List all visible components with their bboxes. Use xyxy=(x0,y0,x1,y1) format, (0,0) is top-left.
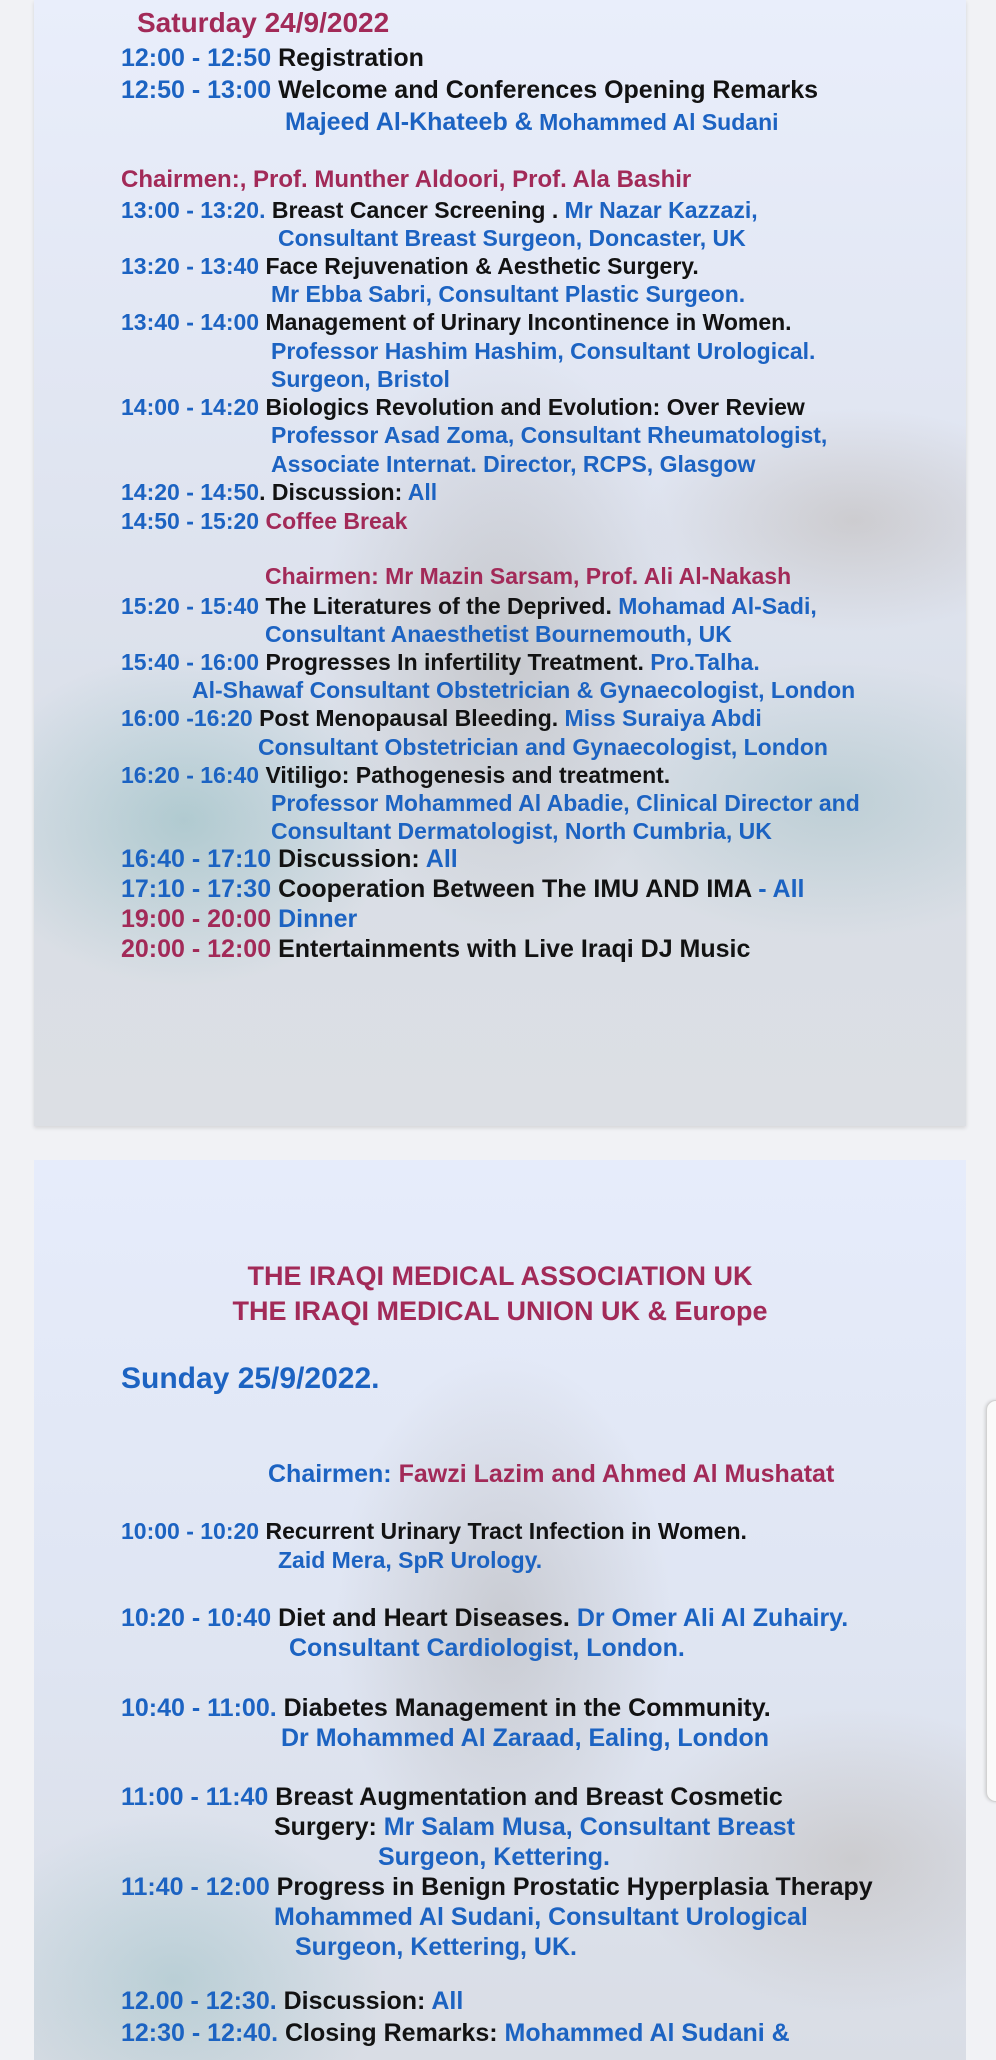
row-time: 11:00 - 11:40 xyxy=(121,1783,269,1811)
schedule-row xyxy=(121,1873,873,1901)
schedule-row xyxy=(121,1517,747,1545)
row-speaker-detail: Surgeon, Bristol xyxy=(271,366,450,392)
row-time: 14:00 - 14:20 xyxy=(121,394,260,420)
row-time: 10:20 - 10:40 xyxy=(121,1604,272,1632)
row-speaker: Dr Mohammed Al Zaraad, Ealing, London xyxy=(281,1724,770,1752)
row-title: Post Menopausal Bleeding. xyxy=(259,705,559,731)
row-speaker-detail: Consultant Anaesthetist Bournemouth, UK xyxy=(265,621,732,647)
org-title-union: THE IRAQI MEDICAL UNION UK & Europe xyxy=(232,1296,768,1326)
chairmen-names: Fawzi Lazim and Ahmed Al Mushatat xyxy=(398,1460,835,1488)
row-time: 12.00 - 12:30. xyxy=(121,1987,277,2015)
org-title-association: THE IRAQI MEDICAL ASSOCIATION UK xyxy=(247,1261,753,1291)
row-time: 13:20 - 13:40 xyxy=(121,253,260,279)
speaker-name: Majeed Al-Khateeb & xyxy=(285,108,533,136)
row-title: Diet and Heart Diseases. xyxy=(278,1604,570,1632)
sunday-date: Sunday 25/9/2022. xyxy=(121,1362,380,1395)
schedule-row xyxy=(121,592,817,620)
row-title: Surgery: xyxy=(274,1813,377,1841)
row-speaker-detail: Consultant Dermatologist, North Cumbria, UK xyxy=(271,818,772,844)
schedule-row xyxy=(121,507,407,535)
row-speaker: Pro.Talha. xyxy=(650,649,760,675)
row-separator: . xyxy=(259,479,266,505)
schedule-row xyxy=(121,875,804,903)
scroll-handle[interactable] xyxy=(986,1400,996,1802)
row-title: Entertainments with Live Iraqi DJ Music xyxy=(278,935,751,963)
row-title: The Literatures of the Deprived. xyxy=(265,593,612,619)
saturday-program-card xyxy=(34,0,966,1126)
row-speaker-detail: Surgeon, Kettering, UK. xyxy=(295,1933,577,1961)
row-speaker: Mohamad Al-Sadi, xyxy=(618,593,817,619)
schedule-row xyxy=(121,478,437,506)
row-title: Progresses In infertility Treatment. xyxy=(265,649,644,675)
row-time: 16:00 -16:20 xyxy=(121,705,253,731)
speaker-name: Mohammed Al Sudani xyxy=(539,109,779,135)
schedule-row xyxy=(121,845,458,873)
row-speaker: Professor Asad Zoma, Consultant Rheumatologist, xyxy=(271,422,828,448)
row-speaker: All xyxy=(425,845,458,873)
welcome-speakers xyxy=(285,108,779,136)
row-speaker: Mr Nazar Kazzazi, xyxy=(564,197,758,223)
row-time: 14:50 - 15:20 xyxy=(121,508,260,534)
row-title: Cooperation Between The IMU AND IMA xyxy=(278,875,752,903)
row-speaker: All xyxy=(407,479,438,505)
row-title: Discussion: xyxy=(278,845,420,873)
sunday-program-card xyxy=(34,1160,966,2060)
row-title: Diabetes Management in the Community. xyxy=(283,1694,771,1722)
row-time: 14:20 - 14:50 xyxy=(121,479,260,505)
row-title: Closing Remarks: xyxy=(285,2019,498,2047)
session-chairmen: Chairmen: Mr Mazin Sarsam, Prof. Ali Al-Nakash xyxy=(265,563,792,589)
saturday-date: Saturday 24/9/2022 xyxy=(137,7,390,38)
row-time: 17:10 - 17:30 xyxy=(121,875,272,903)
row-title: Discussion: xyxy=(271,479,403,505)
row-time: 12:50 - 13:00 xyxy=(121,76,272,104)
row-title: Vitiligo: Pathogenesis and treatment. xyxy=(265,762,671,788)
row-time: 15:40 - 16:00 xyxy=(121,649,260,675)
row-time: 16:40 - 17:10 xyxy=(121,845,272,873)
row-title: Management of Urinary Incontinence in Women. xyxy=(265,309,792,335)
row-time: 20:00 - 12:00 xyxy=(121,935,272,963)
row-speaker: Mr Ebba Sabri, Consultant Plastic Surgeon. xyxy=(271,281,746,307)
row-speaker: All xyxy=(431,1987,464,2015)
row-speaker-detail: Consultant Obstetrician and Gynaecologist, London xyxy=(258,734,828,760)
schedule-row xyxy=(121,1783,783,1811)
row-speaker-detail: Associate Internat. Director, RCPS, Glasgow xyxy=(271,451,756,477)
schedule-row xyxy=(121,1987,463,2015)
row-title: Registration xyxy=(278,44,424,72)
session-chairmen xyxy=(268,1460,834,1488)
schedule-row xyxy=(121,1604,848,1632)
row-title: Face Rejuvenation & Aesthetic Surgery. xyxy=(265,253,699,279)
row-title: Breast Cancer Screening . xyxy=(271,197,559,223)
schedule-row xyxy=(121,1694,771,1722)
schedule-row xyxy=(121,44,424,72)
row-time: 13:00 - 13:20. xyxy=(121,197,266,223)
schedule-row xyxy=(121,2019,790,2047)
schedule-row xyxy=(121,393,805,421)
row-title: Welcome and Conferences Opening Remarks xyxy=(278,76,819,104)
row-speaker-detail: Surgeon, Kettering. xyxy=(378,1843,610,1871)
schedule-row-cont xyxy=(274,1813,795,1841)
schedule-row xyxy=(121,761,670,789)
row-time: 12:00 - 12:50 xyxy=(121,44,272,72)
row-speaker: Dr Omer Ali Al Zuhairy. xyxy=(576,1604,849,1632)
schedule-row xyxy=(121,76,818,104)
row-title: Breast Augmentation and Breast Cosmetic xyxy=(275,1783,783,1811)
schedule-row xyxy=(121,648,760,676)
row-time: 19:00 - 20:00 xyxy=(121,905,272,933)
row-title: Discussion: xyxy=(283,1987,426,2015)
row-title: Coffee Break xyxy=(265,508,408,534)
row-time: 15:20 - 15:40 xyxy=(121,593,260,619)
row-time: 11:40 - 12:00 xyxy=(121,1873,270,1901)
schedule-row xyxy=(121,905,357,933)
row-time: 12:30 - 12:40. xyxy=(121,2019,279,2047)
row-speaker: Zaid Mera, SpR Urology. xyxy=(278,1547,543,1573)
schedule-row xyxy=(121,704,762,732)
row-speaker-detail: Consultant Cardiologist, London. xyxy=(289,1634,685,1662)
row-title: Biologics Revolution and Evolution: Over Review xyxy=(265,394,805,420)
row-speaker: Mohammed Al Sudani, Consultant Urological xyxy=(274,1903,808,1931)
chairmen-label: Chairmen: xyxy=(268,1460,392,1488)
row-title: Progress in Benign Prostatic Hyperplasia Therapy xyxy=(276,1873,873,1901)
row-time: 13:40 - 14:00 xyxy=(121,309,260,335)
row-time: 10:00 - 10:20 xyxy=(121,1518,260,1544)
row-speaker-detail: Consultant Breast Surgeon, Doncaster, UK xyxy=(278,225,746,251)
row-title: Recurrent Urinary Tract Infection in Women. xyxy=(265,1518,747,1544)
row-time: 16:20 - 16:40 xyxy=(121,762,260,788)
row-speaker: Mohammed Al Sudani & xyxy=(504,2019,790,2047)
row-speaker: Professor Hashim Hashim, Consultant Urological. xyxy=(271,338,816,364)
row-speaker: - All xyxy=(758,875,805,903)
row-speaker: Professor Mohammed Al Abadie, Clinical Director and xyxy=(271,790,860,816)
row-speaker: Mr Salam Musa, Consultant Breast xyxy=(383,1813,795,1841)
row-title: Dinner xyxy=(278,905,358,933)
row-speaker: Miss Suraiya Abdi xyxy=(564,705,762,731)
schedule-row xyxy=(121,308,792,336)
schedule-row xyxy=(121,935,750,963)
row-time: 10:40 - 11:00. xyxy=(121,1694,277,1722)
schedule-row xyxy=(121,196,758,224)
schedule-row xyxy=(121,252,699,280)
session-chairmen: Chairmen:, Prof. Munther Aldoori, Prof. Ala Bashir xyxy=(121,166,692,193)
row-speaker-detail: Al-Shawaf Consultant Obstetrician & Gynaecologist, London xyxy=(192,677,856,703)
